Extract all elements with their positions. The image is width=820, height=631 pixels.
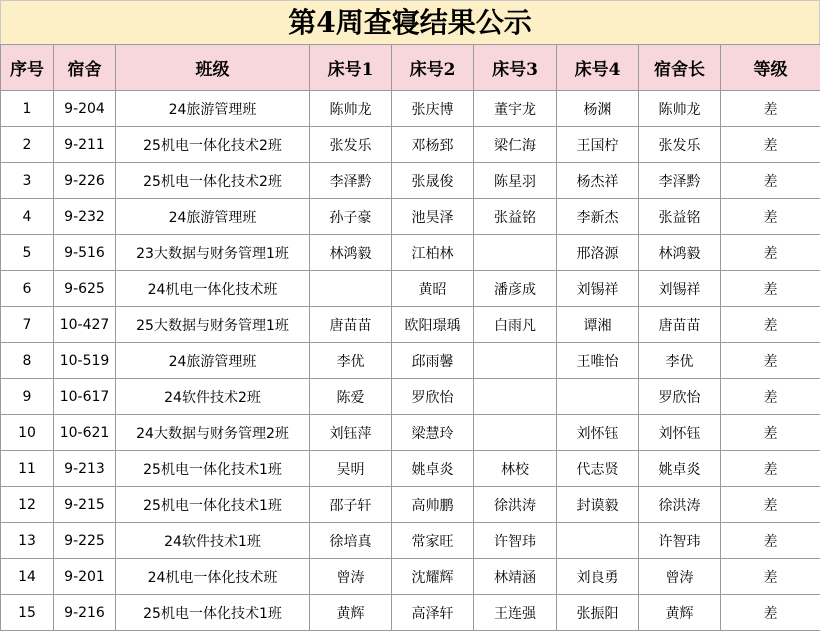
- table-row: [1, 379, 820, 415]
- cell-dorm: 9-215: [54, 487, 116, 523]
- table-row: [1, 127, 820, 163]
- cell-dorm: 9-625: [54, 271, 116, 307]
- cell-bed-3: 林靖涵: [474, 559, 557, 595]
- results-table: [0, 44, 820, 631]
- cell-dorm-head: 李泽黔: [639, 163, 721, 199]
- cell-index: 12: [1, 487, 54, 523]
- cell-index: 7: [1, 307, 54, 343]
- header-bed-2: 床号2: [392, 45, 474, 91]
- cell-bed-1: 吴明: [310, 451, 392, 487]
- cell-bed-4: 王唯怡: [557, 343, 639, 379]
- cell-grade: 差: [721, 559, 820, 595]
- cell-bed-4: 邢洛源: [557, 235, 639, 271]
- cell-bed-1: 林鸿毅: [310, 235, 392, 271]
- cell-dorm: 9-225: [54, 523, 116, 559]
- header-row: [1, 45, 820, 91]
- cell-grade: 差: [721, 235, 820, 271]
- cell-dorm-head: 黄辉: [639, 595, 721, 631]
- cell-dorm: 9-516: [54, 235, 116, 271]
- cell-class: 24旅游管理班: [116, 343, 310, 379]
- header-class: 班级: [116, 45, 310, 91]
- cell-index: 4: [1, 199, 54, 235]
- cell-bed-2: 高帅鹏: [392, 487, 474, 523]
- cell-dorm-head: 刘怀钰: [639, 415, 721, 451]
- table-row: [1, 559, 820, 595]
- cell-bed-1: 邵子轩: [310, 487, 392, 523]
- cell-dorm: 9-204: [54, 91, 116, 127]
- cell-bed-1: 徐培真: [310, 523, 392, 559]
- table-body: [1, 91, 820, 631]
- header-dorm-head: 宿舍长: [639, 45, 721, 91]
- cell-bed-4: 王国柠: [557, 127, 639, 163]
- cell-bed-4: 李新杰: [557, 199, 639, 235]
- cell-bed-1: 刘钰萍: [310, 415, 392, 451]
- cell-bed-4: [557, 379, 639, 415]
- cell-bed-3: 陈星羽: [474, 163, 557, 199]
- cell-index: 1: [1, 91, 54, 127]
- cell-bed-2: 常家旺: [392, 523, 474, 559]
- cell-bed-4: 代志贤: [557, 451, 639, 487]
- header-bed-4: 床号4: [557, 45, 639, 91]
- cell-bed-2: 沈耀辉: [392, 559, 474, 595]
- cell-class: 24机电一体化技术班: [116, 559, 310, 595]
- cell-dorm-head: 徐洪涛: [639, 487, 721, 523]
- cell-grade: 差: [721, 307, 820, 343]
- cell-index: 3: [1, 163, 54, 199]
- cell-bed-2: 梁慧玲: [392, 415, 474, 451]
- cell-bed-3: 董宇龙: [474, 91, 557, 127]
- table-row: [1, 523, 820, 559]
- cell-bed-3: [474, 415, 557, 451]
- cell-index: 2: [1, 127, 54, 163]
- cell-bed-2: 黄昭: [392, 271, 474, 307]
- cell-grade: 差: [721, 415, 820, 451]
- cell-class: 25大数据与财务管理1班: [116, 307, 310, 343]
- cell-bed-2: 罗欣怡: [392, 379, 474, 415]
- cell-bed-4: 杨渊: [557, 91, 639, 127]
- cell-bed-1: 张发乐: [310, 127, 392, 163]
- cell-bed-1: 曾涛: [310, 559, 392, 595]
- header-grade: 等级: [721, 45, 820, 91]
- cell-dorm: 9-232: [54, 199, 116, 235]
- cell-bed-2: 池昊泽: [392, 199, 474, 235]
- cell-bed-2: 邱雨馨: [392, 343, 474, 379]
- cell-dorm-head: 罗欣怡: [639, 379, 721, 415]
- cell-bed-4: 杨杰祥: [557, 163, 639, 199]
- cell-grade: 差: [721, 487, 820, 523]
- cell-bed-2: 张晟俊: [392, 163, 474, 199]
- cell-index: 15: [1, 595, 54, 631]
- cell-bed-4: [557, 523, 639, 559]
- header-bed-1: 床号1: [310, 45, 392, 91]
- table-row: [1, 487, 820, 523]
- cell-bed-1: 孙子豪: [310, 199, 392, 235]
- cell-grade: 差: [721, 199, 820, 235]
- cell-class: 25机电一体化技术2班: [116, 127, 310, 163]
- cell-index: 14: [1, 559, 54, 595]
- cell-dorm: 9-226: [54, 163, 116, 199]
- cell-class: 24旅游管理班: [116, 199, 310, 235]
- cell-dorm-head: 张益铭: [639, 199, 721, 235]
- cell-dorm-head: 唐苗苗: [639, 307, 721, 343]
- header-bed-3: 床号3: [474, 45, 557, 91]
- cell-bed-3: 白雨凡: [474, 307, 557, 343]
- cell-bed-2: 欧阳璟瑀: [392, 307, 474, 343]
- cell-class: 25机电一体化技术1班: [116, 487, 310, 523]
- cell-bed-3: 徐洪涛: [474, 487, 557, 523]
- cell-dorm: 9-216: [54, 595, 116, 631]
- cell-bed-3: 许智玮: [474, 523, 557, 559]
- cell-index: 9: [1, 379, 54, 415]
- cell-bed-2: 张庆博: [392, 91, 474, 127]
- cell-dorm: 10-427: [54, 307, 116, 343]
- cell-grade: 差: [721, 127, 820, 163]
- cell-bed-1: 李泽黔: [310, 163, 392, 199]
- table-row: [1, 451, 820, 487]
- cell-bed-2: 江柏林: [392, 235, 474, 271]
- cell-dorm: 9-213: [54, 451, 116, 487]
- cell-grade: 差: [721, 595, 820, 631]
- table-row: [1, 343, 820, 379]
- page-title: 第4周查寝结果公示: [0, 0, 820, 44]
- cell-class: 24机电一体化技术班: [116, 271, 310, 307]
- cell-dorm-head: 林鸿毅: [639, 235, 721, 271]
- cell-bed-1: [310, 271, 392, 307]
- table-row: [1, 307, 820, 343]
- cell-grade: 差: [721, 451, 820, 487]
- cell-bed-4: 刘怀钰: [557, 415, 639, 451]
- cell-bed-2: 姚卓炎: [392, 451, 474, 487]
- cell-bed-4: 刘锡祥: [557, 271, 639, 307]
- cell-grade: 差: [721, 343, 820, 379]
- cell-bed-3: [474, 343, 557, 379]
- cell-index: 10: [1, 415, 54, 451]
- cell-bed-3: 林校: [474, 451, 557, 487]
- table-row: [1, 271, 820, 307]
- cell-grade: 差: [721, 163, 820, 199]
- cell-dorm-head: 姚卓炎: [639, 451, 721, 487]
- cell-class: 24大数据与财务管理2班: [116, 415, 310, 451]
- cell-grade: 差: [721, 523, 820, 559]
- cell-class: 25机电一体化技术1班: [116, 595, 310, 631]
- cell-bed-3: 王连强: [474, 595, 557, 631]
- cell-bed-3: 梁仁海: [474, 127, 557, 163]
- cell-bed-4: 张振阳: [557, 595, 639, 631]
- cell-dorm-head: 刘锡祥: [639, 271, 721, 307]
- cell-bed-4: 封谟毅: [557, 487, 639, 523]
- cell-bed-2: 高泽轩: [392, 595, 474, 631]
- cell-index: 5: [1, 235, 54, 271]
- cell-class: 25机电一体化技术2班: [116, 163, 310, 199]
- cell-bed-4: 谭湘: [557, 307, 639, 343]
- cell-index: 13: [1, 523, 54, 559]
- cell-dorm-head: 许智玮: [639, 523, 721, 559]
- cell-dorm: 9-201: [54, 559, 116, 595]
- table-row: [1, 91, 820, 127]
- table-row: [1, 595, 820, 631]
- cell-bed-1: 陈爱: [310, 379, 392, 415]
- cell-dorm: 9-211: [54, 127, 116, 163]
- cell-bed-3: 潘彦成: [474, 271, 557, 307]
- table-row: [1, 235, 820, 271]
- cell-class: 24旅游管理班: [116, 91, 310, 127]
- cell-bed-4: 刘良勇: [557, 559, 639, 595]
- cell-bed-1: 黄辉: [310, 595, 392, 631]
- cell-index: 6: [1, 271, 54, 307]
- cell-dorm: 10-519: [54, 343, 116, 379]
- cell-grade: 差: [721, 379, 820, 415]
- cell-dorm: 10-621: [54, 415, 116, 451]
- cell-bed-2: 邓杨郅: [392, 127, 474, 163]
- cell-class: 23大数据与财务管理1班: [116, 235, 310, 271]
- cell-index: 8: [1, 343, 54, 379]
- cell-bed-1: 李优: [310, 343, 392, 379]
- cell-dorm-head: 曾涛: [639, 559, 721, 595]
- cell-grade: 差: [721, 271, 820, 307]
- cell-dorm-head: 李优: [639, 343, 721, 379]
- header-index: 序号: [1, 45, 54, 91]
- header-dorm: 宿舍: [54, 45, 116, 91]
- table-row: [1, 199, 820, 235]
- cell-dorm-head: 张发乐: [639, 127, 721, 163]
- cell-class: 24软件技术2班: [116, 379, 310, 415]
- cell-class: 25机电一体化技术1班: [116, 451, 310, 487]
- cell-bed-1: 陈帅龙: [310, 91, 392, 127]
- table-row: [1, 163, 820, 199]
- cell-bed-3: 张益铭: [474, 199, 557, 235]
- cell-bed-3: [474, 379, 557, 415]
- cell-bed-3: [474, 235, 557, 271]
- cell-class: 24软件技术1班: [116, 523, 310, 559]
- cell-dorm: 10-617: [54, 379, 116, 415]
- cell-dorm-head: 陈帅龙: [639, 91, 721, 127]
- cell-bed-1: 唐苗苗: [310, 307, 392, 343]
- cell-grade: 差: [721, 91, 820, 127]
- cell-index: 11: [1, 451, 54, 487]
- table-row: [1, 415, 820, 451]
